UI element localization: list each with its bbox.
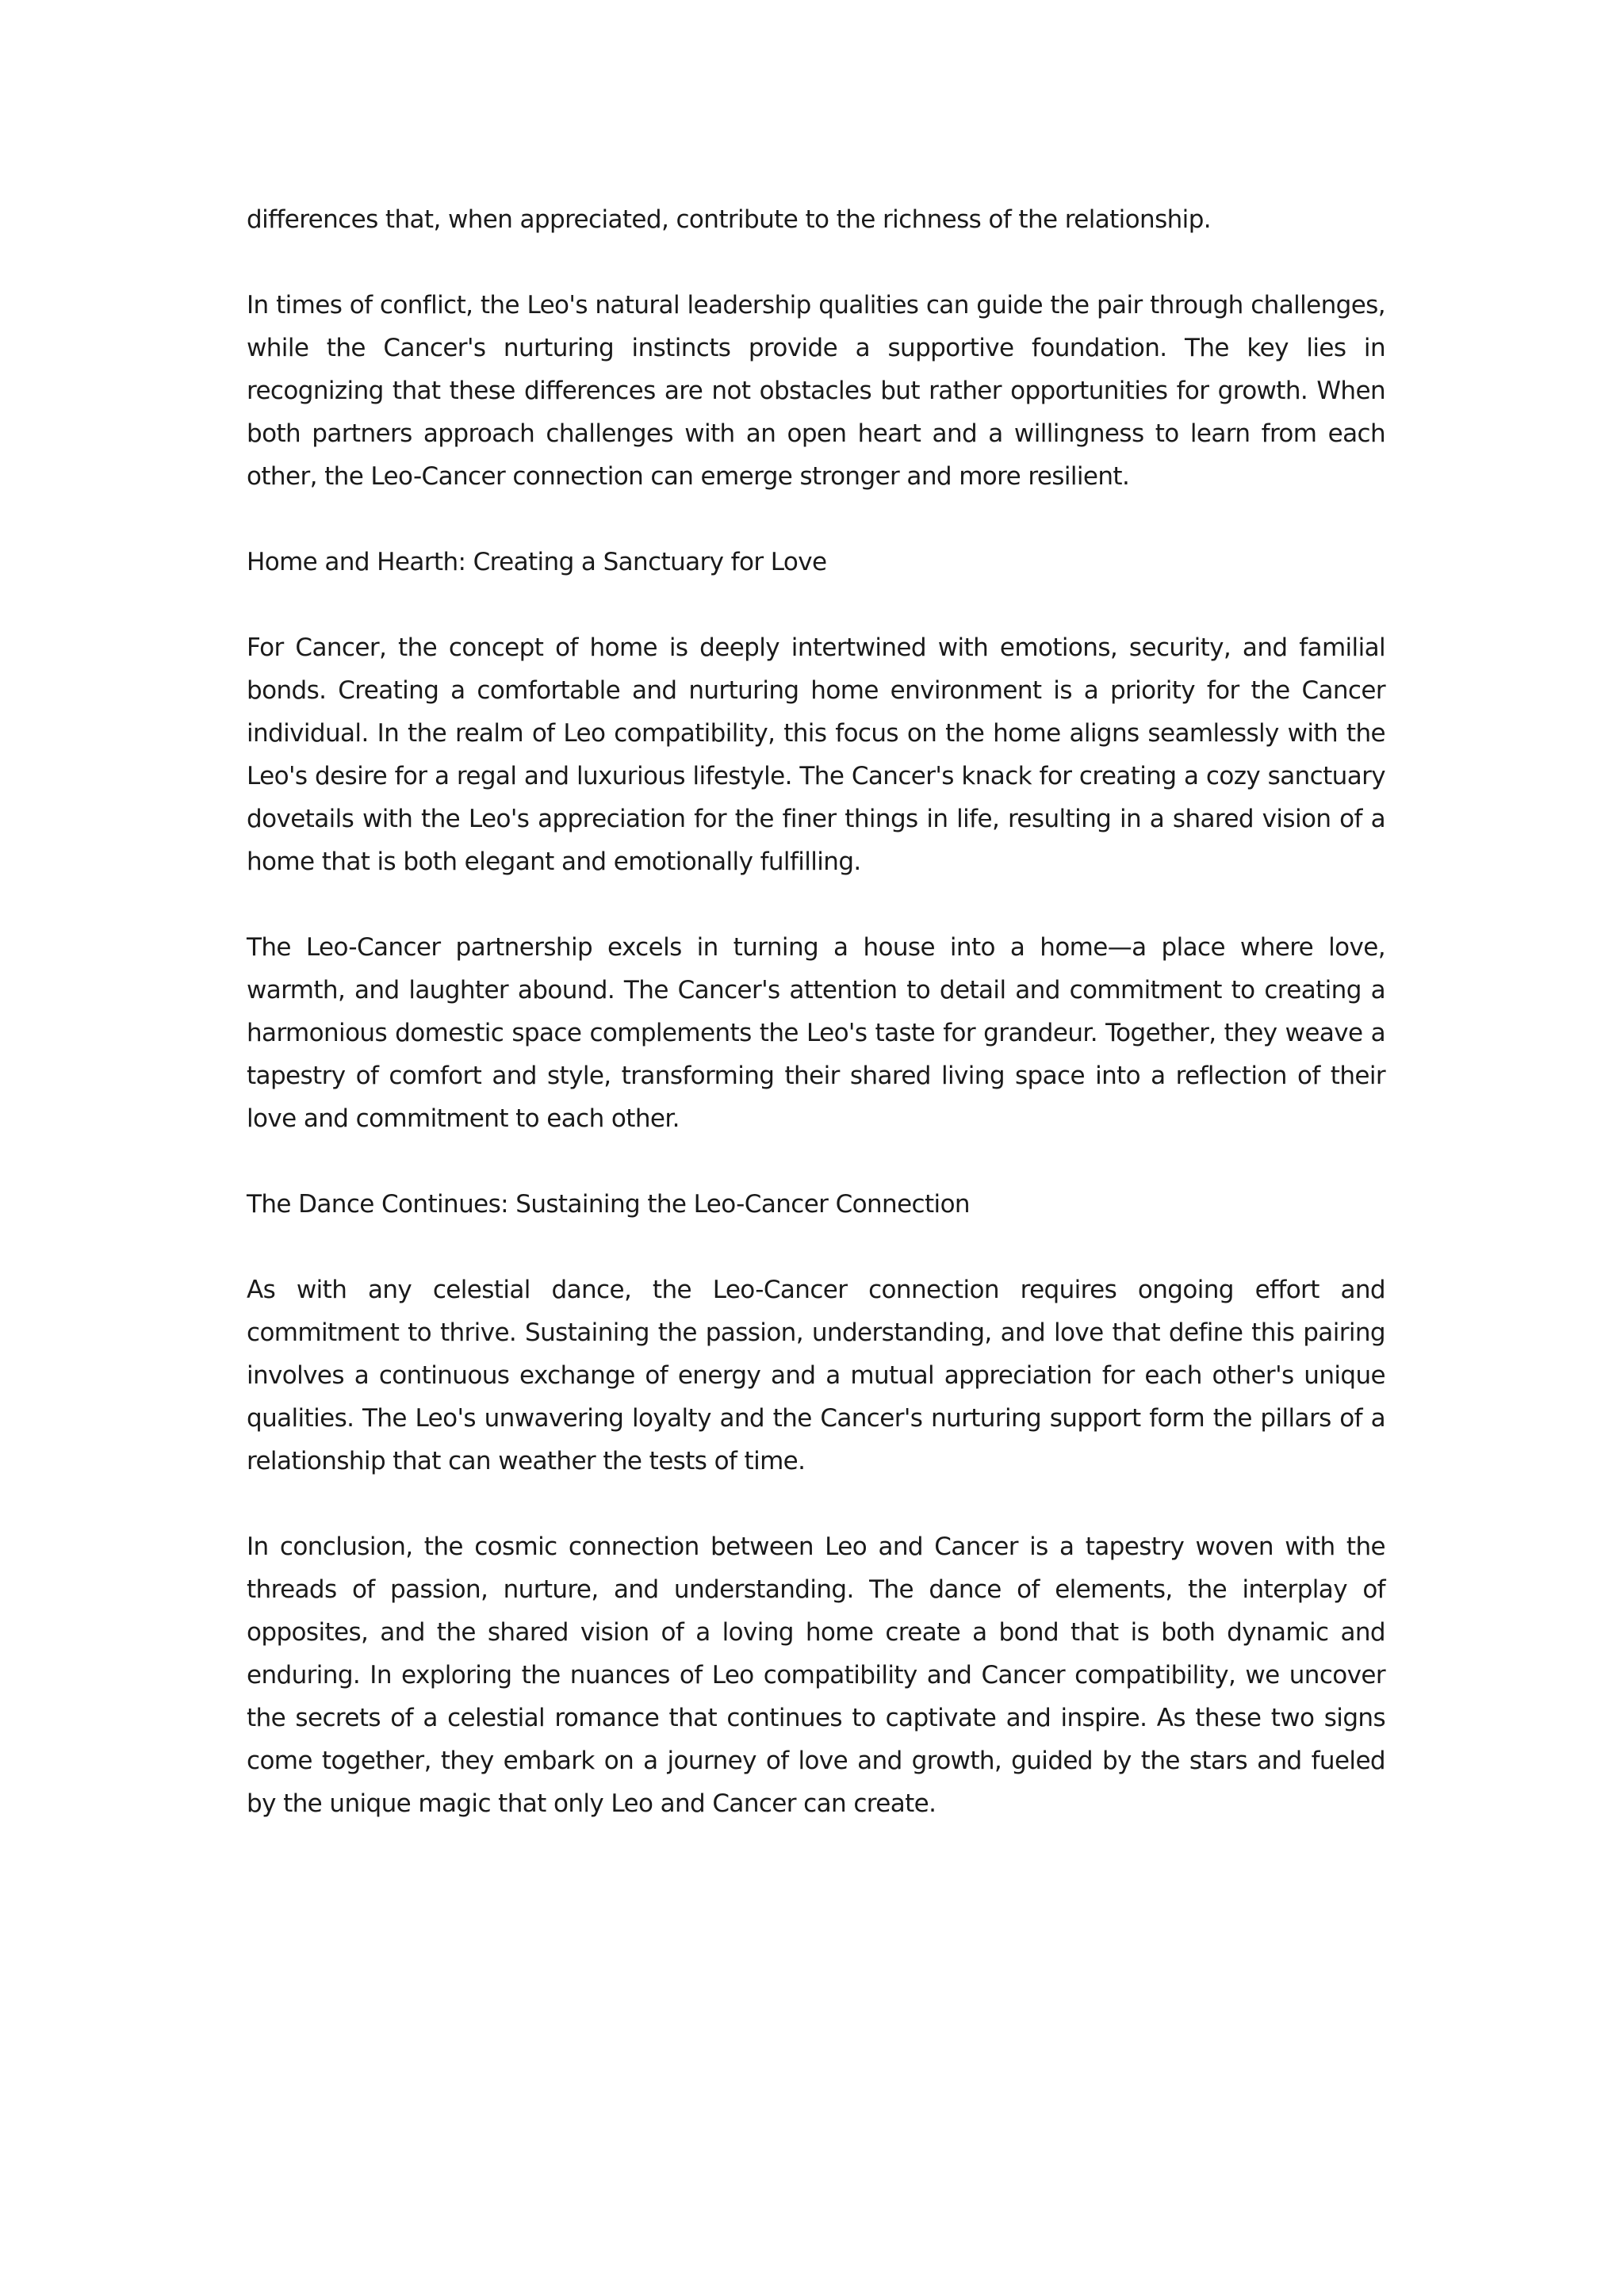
document-body bbox=[247, 198, 1385, 1868]
section-heading-dance-continues: The Dance Continues: Sustaining the Leo-Cancer Connection bbox=[247, 1190, 970, 1219]
paragraph-conclusion: In conclusion, the cosmic connection between Leo and Cancer is a tapestry woven with the threads of passion, nurture, and understanding. The dance of elements, the interplay of opposites, and the shared vision of a loving home create a bond that is both dynamic and enduring. In exploring the nuances of Leo compatibility and Cancer compatibility, we uncover the secrets of a celestial romance that continues to captivate and inspire. As these two signs come together, they embark on a journey of love and growth, guided by the stars and fueled by the unique magic that only Leo and Cancer can create. bbox=[247, 1533, 1385, 1818]
paragraph-home-concept: For Cancer, the concept of home is deeply intertwined with emotions, security, and familial bonds. Creating a comfortable and nurturing home environment is a priority for the Cancer individual. In the realm of Leo compatibility, this focus on the home aligns seamlessly with the Leo's desire for a regal and luxurious lifestyle. The Cancer's knack for creating a cozy sanctuary dovetails with the Leo's appreciation for the finer things in life, resulting in a shared vision of a home that is both elegant and emotionally fulfilling. bbox=[247, 633, 1385, 876]
paragraph-sustaining: As with any celestial dance, the Leo-Cancer connection requires ongoing effort and commitment to thrive. Sustaining the passion, understanding, and love that define this pairing involves a continuous exchange of energy and a mutual appreciation for each other's unique qualities. The Leo's unwavering loyalty and the Cancer's nurturing support form the pillars of a relationship that can weather the tests of time. bbox=[247, 1276, 1385, 1475]
paragraph-conflict: In times of conflict, the Leo's natural leadership qualities can guide the pair through challenges, while the Cancer's nurturing instincts provide a supportive foundation. The key lies in recognizing that these differences are not obstacles but rather opportunities for growth. When both partners approach challenges with an open heart and a willingness to learn from each other, the Leo-Cancer connection can emerge stronger and more resilient. bbox=[247, 291, 1385, 491]
paragraph-house-into-home: The Leo-Cancer partnership excels in turning a house into a home—a place where love, warmth, and laughter abound. The Cancer's attention to detail and commitment to creating a harmonious domestic space complements the Leo's taste for grandeur. Together, they weave a tapestry of comfort and style, transforming their shared living space into a reflection of their love and commitment to each other. bbox=[247, 933, 1385, 1133]
section-heading-home-and-hearth: Home and Hearth: Creating a Sanctuary for Love bbox=[247, 548, 827, 576]
paragraph-continuation: differences that, when appreciated, contribute to the richness of the relationship. bbox=[247, 205, 1212, 234]
